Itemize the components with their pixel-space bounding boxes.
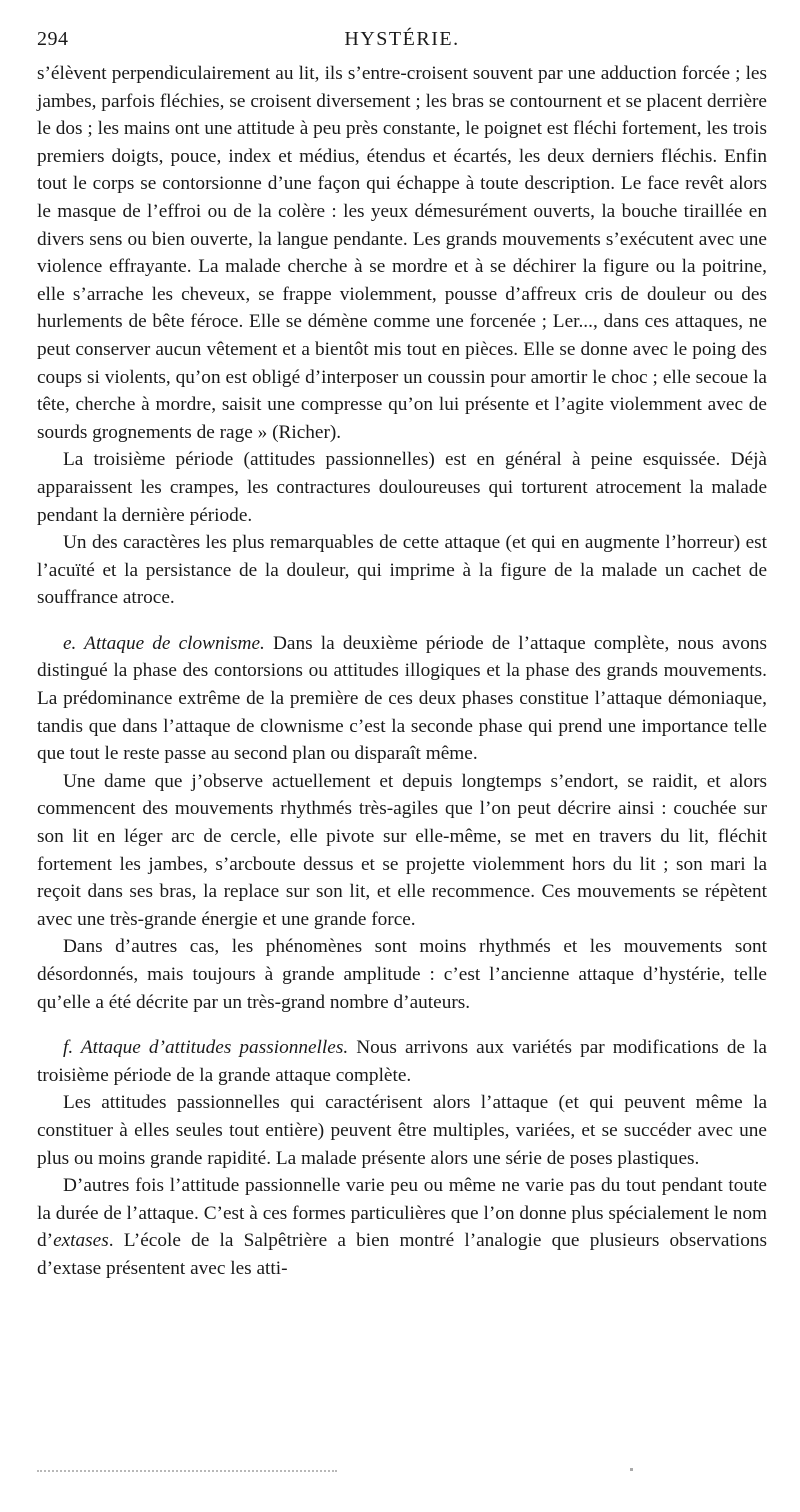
footer-smudge [37,1470,337,1472]
running-title: HYSTÉRIE. [344,28,460,50]
footer-mark [630,1468,633,1471]
paragraph: Une dame que j’observe actuellement et depuis longtemps s’endort, se raidit, et alors commencent des mouvements rhythmés très-agiles que l’on peut décrire ainsi : couchée sur son lit en léger arc de cercle, elle pivote sur elle-même, se met en travers du lit, fléchit fortement les jambes, s’arcboute dessus et se projette violemment hors du lit ; son mari la reçoit dans ses bras, la replace sur son lit, et elle recommence. Ces mouvements se répètent avec une très-grande énergie et une grande force. [37,770,767,930]
paragraph: Un des caractères les plus remarquables de cette attaque (et qui en augmente l’horreur) est l’acuïté et la persistance de la douleur, qui imprime à la figure de la malade un cachet de souffrance atroce. [37,532,767,609]
section-heading: f. Attaque d’attitudes passionnelles. [63,1037,349,1059]
paragraph: Les attitudes passionnelles qui caractérisent alors l’attaque (et qui peuvent même la constituer à elles seules tout entière) peuvent être multiples, variées, et se succéder avec une plus ou moins grande rapidité. La malade présente alors une série de poses plastiques. [37,1092,767,1169]
section-heading: e. Attaque de clownisme. [63,632,265,654]
paragraph: La troisième période (attitudes passionnelles) est en général à peine esquissée. Déjà apparaissent les crampes, les contractures douloureuses qui torturent atrocement la malade pendant la dernière période. [37,449,767,526]
page-number: 294 [37,28,69,50]
paragraph: Dans d’autres cas, les phénomènes sont moins rhythmés et les mouvements sont désordonnés, mais toujours à grande amplitude : c’est l’ancienne attaque d’hystérie, telle qu’elle a été décrite par un très-grand nombre d’auteurs. [37,936,767,1013]
section-paragraph: f. Attaque d’attitudes passionnelles. Nous arrivons aux variétés par modifications de la troisième période de la grande attaque complète. [37,1037,767,1086]
page-header [37,28,767,58]
paragraph: D’autres fois l’attitude passionnelle varie peu ou même ne varie pas du tout pendant toute la durée de l’attaque. C’est à ces formes particulières que l’on donne plus spécialement le nom d’extases. L’école de la Salpêtrière a bien montré l’analogie que plusieurs observations d’extase présentent avec les atti- [37,1175,767,1279]
body-text [37,60,767,1283]
paragraph: s’élèvent perpendiculairement au lit, ils s’entre-croisent souvent par une adduction forcée ; les jambes, parfois fléchies, se croisent diversement ; les bras se contournent et se placent derrière le dos ; les mains ont une attitude à peu près constante, le poignet est fléchi fortement, les trois premiers doigts, pouce, index et médius, étendus et écartés, les deux derniers fléchis. Enfin tout le corps se contorsionne d’une façon qui échappe à toute description. Le face revêt alors le masque de l’effroi ou de la colère : les yeux démesurément ouverts, la bouche tiraillée en divers sens ou bien ouverte, la langue pendante. Les grands mouvements s’exécutent avec une violence effrayante. La malade cherche à se mordre et à se déchirer la figure ou la poitrine, elle s’arrache les cheveux, se frappe violemment, pousse d’affreux cris de douleur ou des hurlements de bête féroce. Elle se démène comme une forcenée ; Ler..., dans ces attaques, ne peut conserver aucun vêtement et a bientôt mis tout en pièces. Elle se donne avec le poing des coups si violents, qu’on est obligé d’interposer un coussin pour amortir le choc ; elle secoue la tête, cherche à mordre, saisit une compresse qu’on lui présente et l’agite violemment avec de sourds grognements de rage » (Richer). [37,63,767,443]
emphasis: extases [53,1230,109,1252]
section-paragraph: e. Attaque de clownisme. Dans la deuxième période de l’attaque complète, nous avons distingué la phase des contorsions ou attitudes illogiques et la phase des grands mouvements. La prédominance extrême de la première de ces deux phases constitue l’attaque démoniaque, tandis que dans l’attaque de clownisme c’est la seconde phase qui prend une importance telle que tout le reste passe au second plan ou disparaît même. [37,632,767,765]
